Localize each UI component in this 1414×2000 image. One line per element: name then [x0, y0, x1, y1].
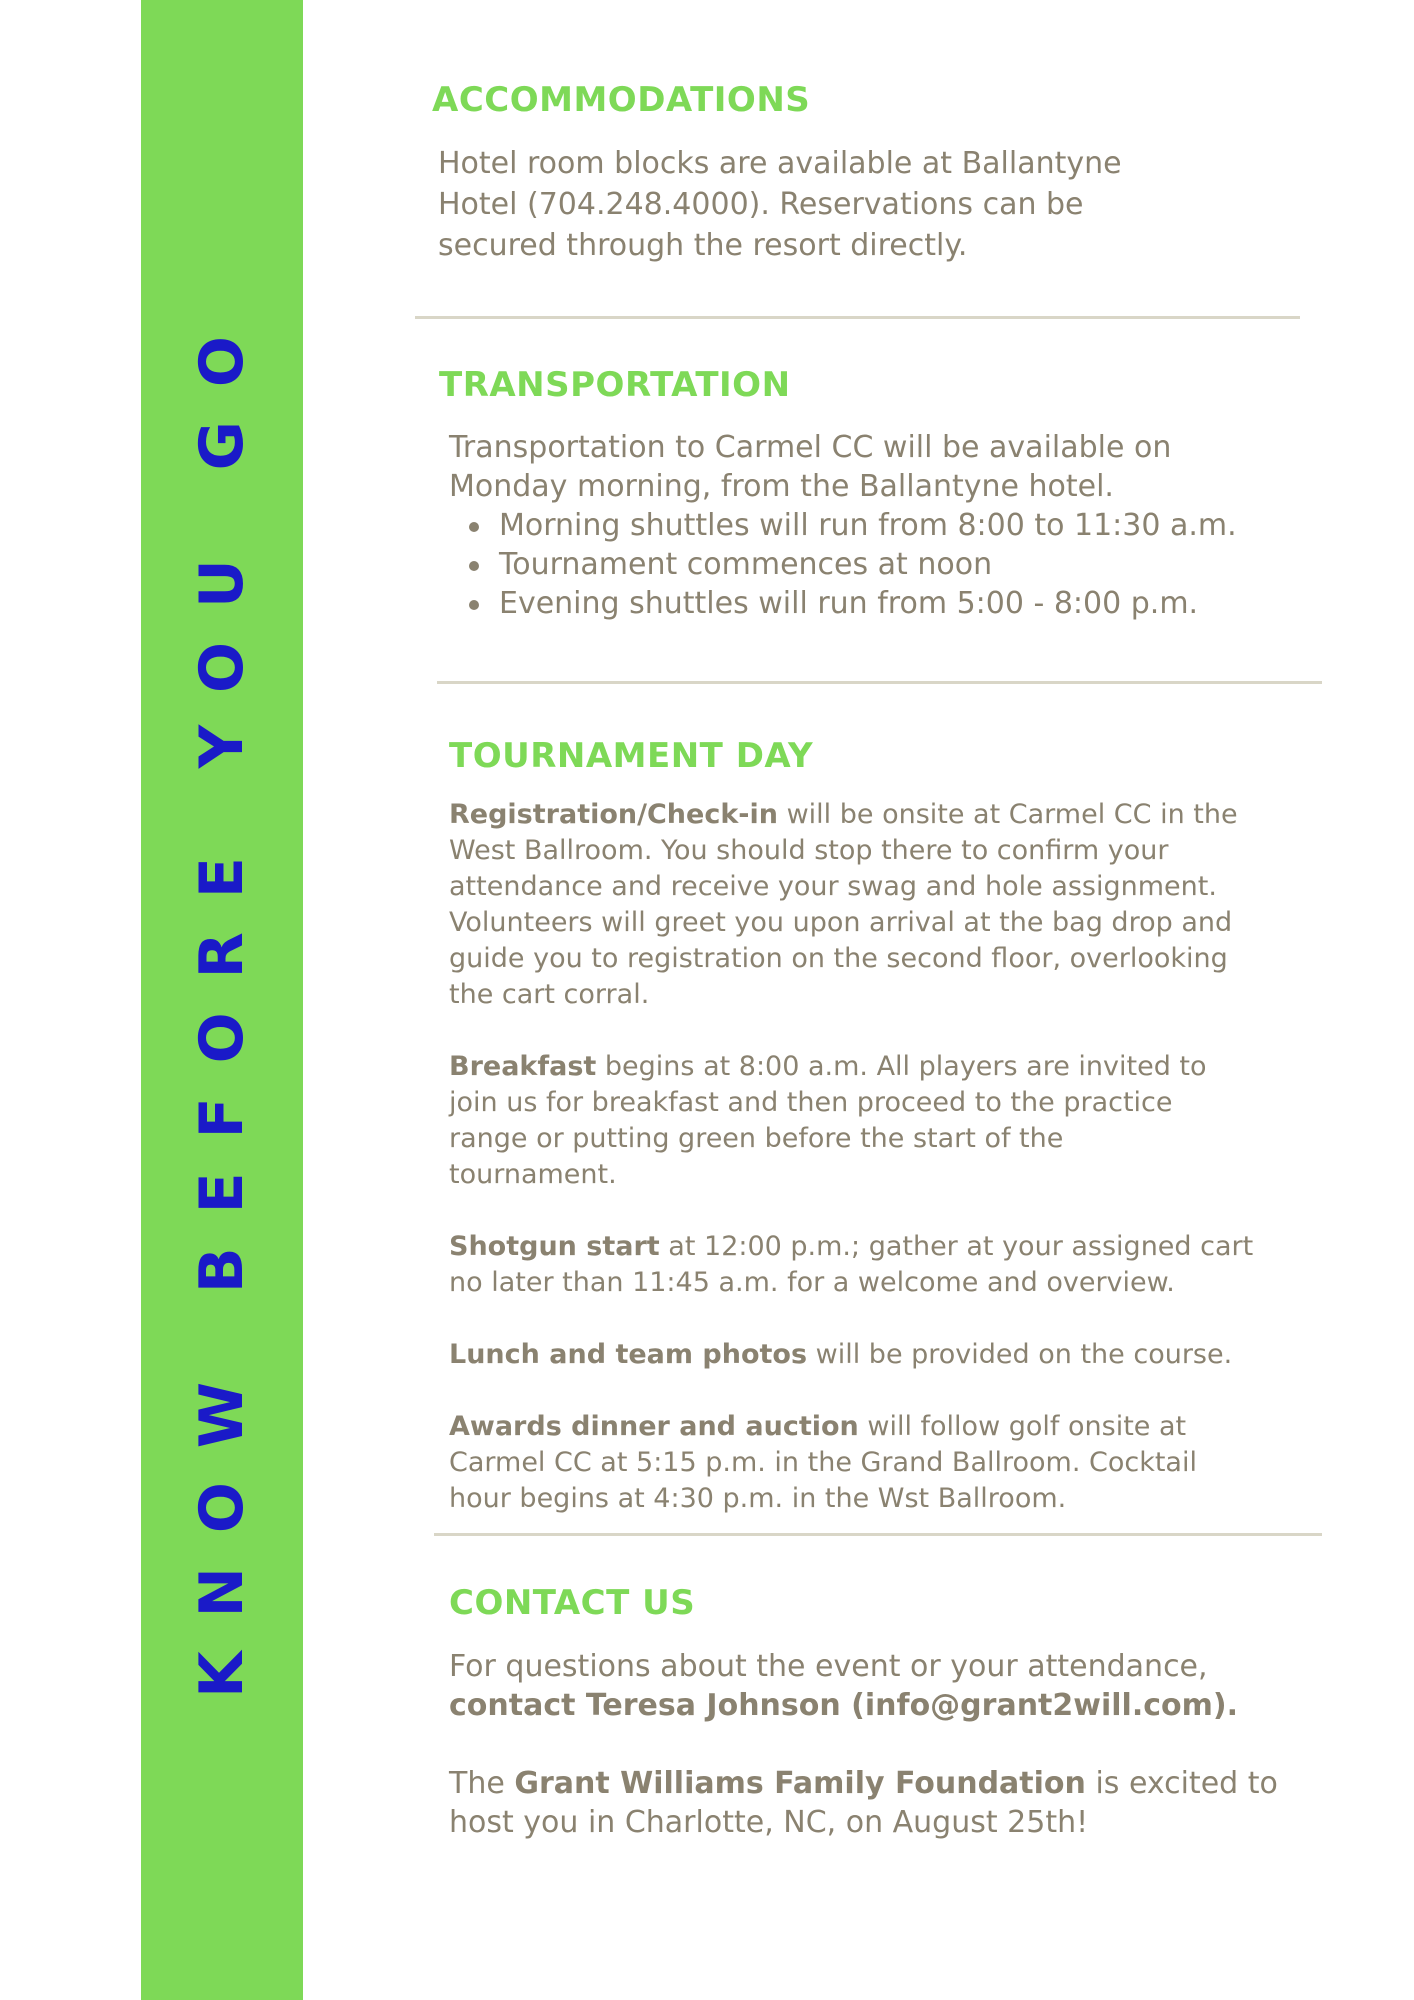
shotgun-line: no later than 11:45 a.m. for a welcome and overview. — [449, 1267, 1175, 1298]
accommodations-line: secured through the resort directly. — [438, 228, 968, 263]
awards-paragraph: Awards dinner and auction will follow golf onsite at — [449, 1411, 1187, 1442]
sidebar-title: KNOW BEFORE YOU GO — [187, 302, 257, 1698]
contact-heading: CONTACT US — [449, 1583, 696, 1623]
contact-email: contact Teresa Johnson (info@grant2will.com). — [449, 1688, 1238, 1723]
tournament-section — [449, 736, 1349, 1517]
shotgun-label: Shotgun start — [449, 1231, 660, 1262]
registration-line: Volunteers will greet you upon arrival at the bag drop and — [449, 907, 1233, 938]
awards-line: Carmel CC at 5:15 p.m. in the Grand Ballroom. Cocktail — [449, 1447, 1197, 1478]
list-item: Tournament commences at noon — [499, 545, 1339, 584]
shotgun-paragraph: Shotgun start at 12:00 p.m.; gather at your assigned cart — [449, 1231, 1254, 1262]
shuttle-list — [449, 506, 1339, 623]
lunch-label: Lunch and team photos — [449, 1339, 808, 1370]
contact-line: For questions about the event or your attendance, — [449, 1649, 1208, 1684]
registration-line: attendance and receive your swag and hole assignment. — [449, 871, 1217, 902]
section-divider — [437, 681, 1322, 684]
breakfast-line: tournament. — [449, 1159, 617, 1190]
foundation-name: Grant Williams Family Foundation — [514, 1766, 1086, 1801]
accommodations-heading: ACCOMMODATIONS — [432, 80, 811, 120]
section-divider — [415, 316, 1300, 319]
contact-section — [449, 1583, 1349, 1842]
awards-line: hour begins at 4:30 p.m. in the Wst Ballroom. — [449, 1483, 1067, 1514]
registration-paragraph: Registration/Check-in will be onsite at Carmel CC in the — [449, 799, 1238, 830]
accommodations-line: Hotel (704.248.4000). Reservations can be — [438, 187, 1084, 222]
accommodations-line: Hotel room blocks are available at Ballantyne — [438, 146, 1122, 181]
list-item: Morning shuttles will run from 8:00 to 11:30 a.m. — [499, 506, 1339, 545]
tournament-heading: TOURNAMENT DAY — [449, 736, 814, 776]
section-divider — [434, 1533, 1322, 1536]
registration-label: Registration/Check-in — [449, 799, 778, 830]
transportation-heading: TRANSPORTATION — [439, 365, 791, 405]
transportation-line: Monday morning, from the Ballantyne hotel. — [449, 469, 1114, 504]
registration-line: guide you to registration on the second floor, overlooking — [449, 943, 1228, 974]
lunch-paragraph: Lunch and team photos will be provided on the course. — [449, 1339, 1233, 1370]
accommodations-section — [432, 80, 1332, 266]
closing-line: host you in Charlotte, NC, on August 25th! — [449, 1805, 1089, 1840]
breakfast-label: Breakfast — [449, 1051, 597, 1082]
transportation-section — [439, 365, 1339, 623]
list-item: Evening shuttles will run from 5:00 - 8:00 p.m. — [499, 584, 1339, 623]
breakfast-paragraph: Breakfast begins at 8:00 a.m. All players are invited to — [449, 1051, 1207, 1082]
awards-label: Awards dinner and auction — [449, 1411, 859, 1442]
registration-line: West Ballroom. You should stop there to confirm your — [449, 835, 1169, 866]
closing-paragraph: The Grant Williams Family Foundation is excited to — [449, 1766, 1278, 1801]
breakfast-line: range or putting green before the start of the — [449, 1123, 1064, 1154]
registration-line: the cart corral. — [449, 979, 650, 1010]
transportation-line: Transportation to Carmel CC will be available on — [449, 430, 1172, 465]
breakfast-line: join us for breakfast and then proceed to the practice — [449, 1087, 1173, 1118]
